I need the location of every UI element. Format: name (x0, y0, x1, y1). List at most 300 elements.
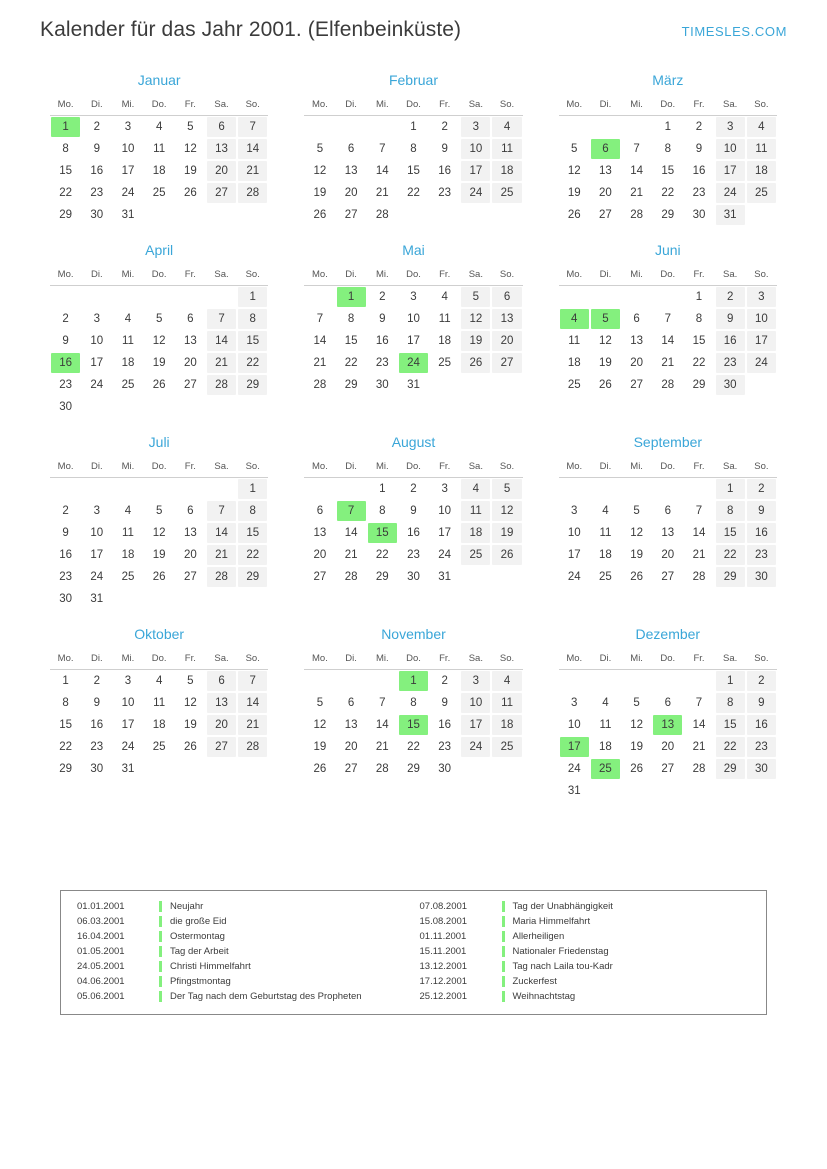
day-cell[interactable] (398, 566, 429, 588)
day-cell[interactable] (621, 736, 652, 758)
day-cell[interactable] (81, 374, 112, 396)
day-cell[interactable] (50, 182, 81, 204)
day-cell[interactable] (81, 500, 112, 522)
day-cell[interactable] (460, 352, 491, 374)
day-cell[interactable] (715, 714, 746, 736)
day-cell[interactable] (652, 160, 683, 182)
day-cell[interactable] (237, 522, 268, 544)
day-cell[interactable] (144, 714, 175, 736)
day-cell[interactable] (746, 500, 777, 522)
day-cell[interactable] (429, 160, 460, 182)
day-cell[interactable] (112, 670, 143, 693)
day-cell[interactable] (621, 758, 652, 780)
day-cell[interactable] (112, 566, 143, 588)
day-cell[interactable] (398, 544, 429, 566)
day-cell[interactable] (429, 138, 460, 160)
day-cell[interactable] (652, 544, 683, 566)
day-cell[interactable] (144, 736, 175, 758)
day-cell[interactable] (50, 500, 81, 522)
day-cell[interactable] (237, 116, 268, 139)
day-cell[interactable] (50, 736, 81, 758)
day-cell[interactable] (590, 352, 621, 374)
day-cell[interactable] (206, 714, 237, 736)
day-cell[interactable] (81, 204, 112, 226)
day-cell[interactable] (175, 352, 206, 374)
day-cell[interactable] (206, 736, 237, 758)
day-cell[interactable] (237, 330, 268, 352)
day-cell-holiday[interactable] (590, 308, 621, 330)
day-cell[interactable] (621, 374, 652, 396)
day-cell[interactable] (652, 138, 683, 160)
day-cell[interactable] (336, 544, 367, 566)
day-cell[interactable] (81, 308, 112, 330)
day-cell[interactable] (237, 374, 268, 396)
day-cell[interactable] (429, 522, 460, 544)
day-cell[interactable] (715, 116, 746, 139)
day-cell[interactable] (559, 522, 590, 544)
day-cell-holiday[interactable] (559, 308, 590, 330)
day-cell[interactable] (491, 500, 522, 522)
day-cell[interactable] (398, 182, 429, 204)
day-cell[interactable] (50, 138, 81, 160)
day-cell[interactable] (398, 160, 429, 182)
day-cell[interactable] (590, 714, 621, 736)
day-cell[interactable] (81, 160, 112, 182)
day-cell[interactable] (559, 182, 590, 204)
day-cell[interactable] (304, 182, 335, 204)
day-cell[interactable] (429, 182, 460, 204)
day-cell[interactable] (112, 204, 143, 226)
day-cell[interactable] (746, 160, 777, 182)
day-cell[interactable] (460, 182, 491, 204)
day-cell[interactable] (590, 160, 621, 182)
day-cell[interactable] (683, 544, 714, 566)
day-cell[interactable] (715, 758, 746, 780)
day-cell[interactable] (144, 522, 175, 544)
day-cell[interactable] (559, 330, 590, 352)
day-cell[interactable] (81, 522, 112, 544)
day-cell[interactable] (206, 116, 237, 139)
day-cell[interactable] (491, 160, 522, 182)
day-cell[interactable] (304, 204, 335, 226)
day-cell[interactable] (460, 522, 491, 544)
day-cell[interactable] (715, 500, 746, 522)
day-cell[interactable] (206, 330, 237, 352)
day-cell[interactable] (304, 330, 335, 352)
day-cell[interactable] (81, 566, 112, 588)
day-cell[interactable] (460, 714, 491, 736)
day-cell[interactable] (112, 182, 143, 204)
day-cell[interactable] (336, 714, 367, 736)
day-cell[interactable] (683, 138, 714, 160)
day-cell[interactable] (429, 116, 460, 139)
day-cell[interactable] (621, 544, 652, 566)
day-cell[interactable] (206, 182, 237, 204)
day-cell[interactable] (683, 758, 714, 780)
day-cell[interactable] (683, 374, 714, 396)
day-cell[interactable] (715, 138, 746, 160)
day-cell[interactable] (429, 736, 460, 758)
day-cell[interactable] (715, 374, 746, 396)
day-cell[interactable] (237, 500, 268, 522)
day-cell[interactable] (715, 330, 746, 352)
day-cell[interactable] (81, 670, 112, 693)
day-cell[interactable] (81, 736, 112, 758)
day-cell[interactable] (429, 286, 460, 309)
day-cell[interactable] (398, 138, 429, 160)
day-cell[interactable] (652, 566, 683, 588)
day-cell[interactable] (367, 352, 398, 374)
day-cell[interactable] (81, 588, 112, 610)
day-cell[interactable] (715, 566, 746, 588)
day-cell[interactable] (237, 478, 268, 501)
day-cell-holiday[interactable] (50, 116, 81, 139)
day-cell[interactable] (50, 588, 81, 610)
day-cell[interactable] (367, 692, 398, 714)
day-cell[interactable] (112, 330, 143, 352)
day-cell[interactable] (206, 670, 237, 693)
day-cell[interactable] (175, 330, 206, 352)
day-cell[interactable] (491, 736, 522, 758)
day-cell[interactable] (336, 736, 367, 758)
day-cell[interactable] (491, 138, 522, 160)
day-cell[interactable] (460, 138, 491, 160)
day-cell[interactable] (112, 544, 143, 566)
day-cell[interactable] (237, 566, 268, 588)
day-cell[interactable] (429, 308, 460, 330)
day-cell[interactable] (460, 286, 491, 309)
day-cell[interactable] (206, 522, 237, 544)
day-cell[interactable] (429, 670, 460, 693)
day-cell[interactable] (683, 182, 714, 204)
day-cell[interactable] (621, 308, 652, 330)
day-cell[interactable] (460, 692, 491, 714)
day-cell[interactable] (398, 478, 429, 501)
day-cell[interactable] (398, 758, 429, 780)
day-cell[interactable] (367, 736, 398, 758)
day-cell[interactable] (144, 692, 175, 714)
day-cell[interactable] (559, 500, 590, 522)
day-cell[interactable] (683, 286, 714, 309)
day-cell[interactable] (429, 692, 460, 714)
day-cell[interactable] (559, 160, 590, 182)
day-cell[interactable] (590, 544, 621, 566)
day-cell[interactable] (112, 522, 143, 544)
day-cell[interactable] (715, 478, 746, 501)
day-cell[interactable] (144, 308, 175, 330)
day-cell[interactable] (112, 500, 143, 522)
day-cell[interactable] (652, 116, 683, 139)
day-cell[interactable] (144, 138, 175, 160)
day-cell[interactable] (621, 522, 652, 544)
day-cell[interactable] (590, 692, 621, 714)
day-cell[interactable] (491, 182, 522, 204)
day-cell[interactable] (336, 138, 367, 160)
day-cell[interactable] (175, 160, 206, 182)
day-cell[interactable] (367, 500, 398, 522)
day-cell[interactable] (237, 544, 268, 566)
day-cell[interactable] (237, 736, 268, 758)
day-cell[interactable] (746, 522, 777, 544)
day-cell-holiday[interactable] (50, 352, 81, 374)
day-cell[interactable] (81, 544, 112, 566)
day-cell[interactable] (398, 374, 429, 396)
day-cell[interactable] (81, 330, 112, 352)
day-cell[interactable] (175, 116, 206, 139)
day-cell[interactable] (460, 500, 491, 522)
day-cell[interactable] (50, 758, 81, 780)
day-cell[interactable] (206, 160, 237, 182)
day-cell[interactable] (144, 182, 175, 204)
day-cell[interactable] (683, 116, 714, 139)
day-cell[interactable] (81, 352, 112, 374)
day-cell[interactable] (112, 138, 143, 160)
day-cell[interactable] (460, 478, 491, 501)
day-cell[interactable] (559, 544, 590, 566)
day-cell[interactable] (590, 566, 621, 588)
day-cell[interactable] (683, 714, 714, 736)
day-cell[interactable] (50, 374, 81, 396)
day-cell[interactable] (652, 330, 683, 352)
day-cell[interactable] (367, 330, 398, 352)
day-cell[interactable] (144, 566, 175, 588)
day-cell[interactable] (590, 330, 621, 352)
day-cell[interactable] (621, 352, 652, 374)
day-cell[interactable] (590, 522, 621, 544)
day-cell[interactable] (715, 286, 746, 309)
day-cell[interactable] (336, 160, 367, 182)
day-cell[interactable] (112, 714, 143, 736)
day-cell[interactable] (621, 714, 652, 736)
day-cell[interactable] (398, 308, 429, 330)
day-cell[interactable] (367, 714, 398, 736)
day-cell[interactable] (491, 330, 522, 352)
day-cell[interactable] (491, 714, 522, 736)
day-cell-holiday[interactable] (336, 500, 367, 522)
day-cell[interactable] (336, 522, 367, 544)
day-cell[interactable] (50, 396, 81, 418)
day-cell[interactable] (683, 308, 714, 330)
day-cell[interactable] (590, 204, 621, 226)
day-cell[interactable] (715, 670, 746, 693)
day-cell[interactable] (429, 544, 460, 566)
day-cell[interactable] (621, 692, 652, 714)
day-cell[interactable] (590, 500, 621, 522)
day-cell[interactable] (144, 500, 175, 522)
day-cell[interactable] (559, 758, 590, 780)
day-cell[interactable] (304, 522, 335, 544)
day-cell[interactable] (336, 692, 367, 714)
day-cell[interactable] (652, 522, 683, 544)
day-cell[interactable] (398, 522, 429, 544)
day-cell[interactable] (112, 758, 143, 780)
day-cell[interactable] (559, 714, 590, 736)
day-cell[interactable] (304, 566, 335, 588)
day-cell[interactable] (398, 500, 429, 522)
day-cell[interactable] (81, 692, 112, 714)
day-cell[interactable] (491, 286, 522, 309)
day-cell[interactable] (50, 204, 81, 226)
day-cell[interactable] (683, 736, 714, 758)
day-cell[interactable] (559, 780, 590, 802)
day-cell[interactable] (460, 736, 491, 758)
day-cell[interactable] (715, 352, 746, 374)
day-cell[interactable] (81, 116, 112, 139)
day-cell[interactable] (683, 692, 714, 714)
day-cell[interactable] (304, 758, 335, 780)
day-cell[interactable] (336, 374, 367, 396)
day-cell[interactable] (652, 352, 683, 374)
day-cell[interactable] (175, 692, 206, 714)
day-cell[interactable] (559, 138, 590, 160)
day-cell[interactable] (237, 670, 268, 693)
day-cell[interactable] (429, 330, 460, 352)
day-cell[interactable] (112, 308, 143, 330)
day-cell[interactable] (50, 160, 81, 182)
day-cell[interactable] (715, 736, 746, 758)
day-cell[interactable] (144, 544, 175, 566)
day-cell[interactable] (491, 544, 522, 566)
day-cell[interactable] (81, 714, 112, 736)
day-cell[interactable] (398, 736, 429, 758)
day-cell[interactable] (175, 374, 206, 396)
day-cell[interactable] (746, 566, 777, 588)
day-cell[interactable] (112, 352, 143, 374)
day-cell[interactable] (559, 352, 590, 374)
day-cell[interactable] (652, 500, 683, 522)
day-cell[interactable] (367, 566, 398, 588)
day-cell[interactable] (491, 116, 522, 139)
day-cell[interactable] (112, 374, 143, 396)
day-cell[interactable] (304, 160, 335, 182)
day-cell[interactable] (683, 352, 714, 374)
day-cell[interactable] (746, 736, 777, 758)
day-cell[interactable] (460, 116, 491, 139)
day-cell[interactable] (367, 544, 398, 566)
day-cell[interactable] (652, 758, 683, 780)
day-cell[interactable] (50, 692, 81, 714)
day-cell-holiday[interactable] (367, 522, 398, 544)
day-cell[interactable] (367, 160, 398, 182)
day-cell[interactable] (367, 182, 398, 204)
day-cell[interactable] (304, 714, 335, 736)
day-cell[interactable] (460, 544, 491, 566)
day-cell[interactable] (429, 714, 460, 736)
day-cell[interactable] (175, 500, 206, 522)
day-cell[interactable] (715, 692, 746, 714)
day-cell[interactable] (621, 182, 652, 204)
day-cell[interactable] (81, 182, 112, 204)
day-cell[interactable] (559, 204, 590, 226)
day-cell[interactable] (304, 692, 335, 714)
day-cell[interactable] (50, 544, 81, 566)
day-cell[interactable] (683, 204, 714, 226)
day-cell[interactable] (206, 692, 237, 714)
day-cell[interactable] (304, 500, 335, 522)
day-cell[interactable] (746, 286, 777, 309)
day-cell[interactable] (746, 692, 777, 714)
day-cell[interactable] (715, 182, 746, 204)
day-cell[interactable] (336, 352, 367, 374)
day-cell[interactable] (429, 566, 460, 588)
day-cell[interactable] (144, 116, 175, 139)
day-cell[interactable] (237, 352, 268, 374)
day-cell[interactable] (50, 566, 81, 588)
day-cell[interactable] (336, 566, 367, 588)
day-cell[interactable] (367, 286, 398, 309)
day-cell[interactable] (621, 500, 652, 522)
day-cell[interactable] (746, 478, 777, 501)
day-cell-holiday[interactable] (336, 286, 367, 309)
day-cell[interactable] (336, 758, 367, 780)
day-cell[interactable] (112, 116, 143, 139)
day-cell[interactable] (144, 352, 175, 374)
day-cell[interactable] (621, 204, 652, 226)
day-cell[interactable] (683, 330, 714, 352)
day-cell[interactable] (590, 182, 621, 204)
day-cell[interactable] (652, 308, 683, 330)
day-cell[interactable] (460, 308, 491, 330)
day-cell[interactable] (491, 478, 522, 501)
day-cell[interactable] (398, 330, 429, 352)
day-cell[interactable] (460, 160, 491, 182)
day-cell[interactable] (304, 308, 335, 330)
day-cell[interactable] (237, 308, 268, 330)
day-cell[interactable] (237, 138, 268, 160)
day-cell[interactable] (746, 352, 777, 374)
day-cell[interactable] (304, 138, 335, 160)
day-cell[interactable] (621, 160, 652, 182)
day-cell[interactable] (398, 286, 429, 309)
day-cell[interactable] (304, 352, 335, 374)
day-cell-holiday[interactable] (398, 670, 429, 693)
day-cell[interactable] (237, 286, 268, 309)
day-cell[interactable] (460, 330, 491, 352)
day-cell[interactable] (367, 138, 398, 160)
day-cell[interactable] (491, 308, 522, 330)
day-cell[interactable] (367, 204, 398, 226)
day-cell[interactable] (304, 544, 335, 566)
day-cell[interactable] (746, 116, 777, 139)
day-cell[interactable] (746, 182, 777, 204)
day-cell[interactable] (590, 374, 621, 396)
day-cell-holiday[interactable] (590, 138, 621, 160)
day-cell[interactable] (304, 374, 335, 396)
day-cell[interactable] (559, 374, 590, 396)
day-cell[interactable] (746, 714, 777, 736)
day-cell[interactable] (144, 160, 175, 182)
day-cell[interactable] (81, 758, 112, 780)
day-cell[interactable] (559, 566, 590, 588)
day-cell[interactable] (175, 736, 206, 758)
day-cell[interactable] (50, 308, 81, 330)
day-cell[interactable] (398, 116, 429, 139)
day-cell[interactable] (144, 670, 175, 693)
day-cell[interactable] (175, 544, 206, 566)
day-cell[interactable] (715, 160, 746, 182)
day-cell[interactable] (621, 566, 652, 588)
day-cell[interactable] (652, 736, 683, 758)
day-cell[interactable] (175, 522, 206, 544)
day-cell[interactable] (460, 670, 491, 693)
day-cell[interactable] (112, 692, 143, 714)
day-cell[interactable] (206, 374, 237, 396)
day-cell[interactable] (112, 736, 143, 758)
day-cell[interactable] (746, 330, 777, 352)
day-cell[interactable] (367, 374, 398, 396)
day-cell[interactable] (206, 500, 237, 522)
day-cell[interactable] (429, 758, 460, 780)
